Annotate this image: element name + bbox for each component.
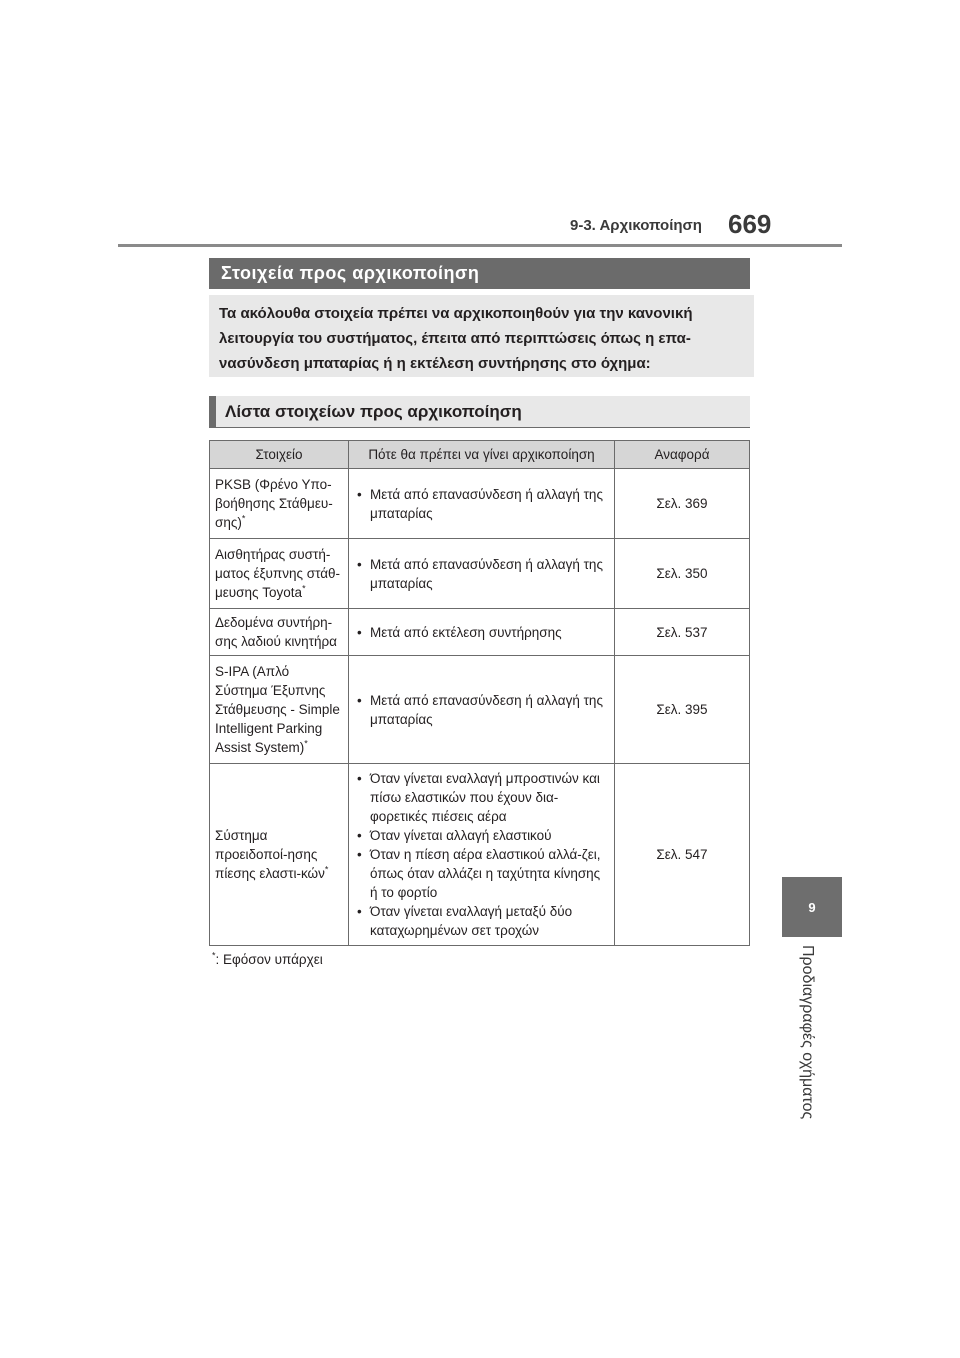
condition-item: • Μετά από επανασύνδεση ή αλλαγή της μπαταρίας [354,555,609,593]
condition-item: • Όταν γίνεται εναλλαγή μπροστινών και πίσω ελαστικών που έχουν δια-φορετικές πιέσεις αέρα [354,769,609,826]
when-cell [349,469,615,539]
when-cell [349,539,615,609]
item-name: Δεδομένα συντήρη-σης λαδιού κινητήρα [215,615,337,649]
when-cell [349,656,615,764]
when-cell [349,609,615,656]
footnote-mark: * [302,583,306,594]
column-header-when: Πότε θα πρέπει να γίνει αρχικοποίηση [349,441,615,469]
footnote [212,952,323,967]
condition-item: • Όταν γίνεται εναλλαγή μεταξύ δύο καταχωρημένων σετ τροχών [354,902,609,940]
item-name: S-IPA (Απλό Σύστημα Έξυπνης Στάθμευσης - Simple Intelligent Parking Assist System) [215,664,340,755]
item-cell [210,539,349,609]
condition-item: • Μετά από εκτέλεση συντήρησης [354,623,609,642]
footnote-mark: * [304,738,308,749]
item-cell [210,609,349,656]
footnote-mark: * [241,513,246,524]
footnote-mark: * [324,864,329,875]
item-name: PKSB (Φρένο Υπο-βοήθησης Στάθμευ-σης) [215,477,333,530]
reference-cell: Σελ. 547 [615,764,750,946]
condition-item: • Μετά από επανασύνδεση ή αλλαγή της μπαταρίας [354,485,609,523]
table-row [210,656,750,764]
condition-item: • Όταν η πίεση αέρα ελαστικού αλλά-ζει, όπως όταν αλλάζει η ταχύτητα κίνησης ή το φορτίο [354,845,609,902]
page-number: 669 [728,209,772,239]
reference-cell: Σελ. 350 [615,539,750,609]
table-row [210,469,750,539]
subsection-title: Λίστα στοιχείων προς αρχικοποίηση [209,396,750,428]
intro-paragraph: Τα ακόλουθα στοιχεία πρέπει να αρχικοποιηθούν για την κανονική λειτουργία του συστήματος, έπειτα από περιπτώσεις όπως η επα-νασύνδεση μπαταρίας ή η εκτέλεση συντήρησης στο όχημα: [209,295,754,377]
footnote-symbol: * [212,950,216,961]
column-header-item: Στοιχείο [210,441,349,469]
chapter-tab: 9 [782,877,842,937]
chapter-label: Προδιαγραφές οχήματος [799,945,816,1120]
condition-item: • Μετά από επανασύνδεση ή αλλαγή της μπαταρίας [354,691,609,729]
column-header-reference: Αναφορά [615,441,750,469]
table-row [210,609,750,656]
reference-cell: Σελ. 369 [615,469,750,539]
section-title: Στοιχεία προς αρχικοποίηση [209,258,750,289]
reference-cell: Σελ. 537 [615,609,750,656]
table-row [210,764,750,946]
initialization-table [209,440,750,946]
section-header: 9-3. Αρχικοποίηση [570,217,702,234]
table-row [210,539,750,609]
item-name: Αισθητήρας συστή-ματος έξυπνης στάθ-μευσης Toyota [215,547,341,600]
footnote-text: : Εφόσον υπάρχει [215,952,323,967]
item-cell [210,656,349,764]
reference-cell: Σελ. 395 [615,656,750,764]
when-cell [349,764,615,946]
header-divider [118,244,842,247]
item-cell [210,469,349,539]
condition-item: • Όταν γίνεται αλλαγή ελαστικού [354,826,609,845]
item-cell [210,764,349,946]
table-header-row [210,441,750,469]
item-name: Σύστημα προειδοποί-ησης πίεσης ελαστι-κών [215,828,325,881]
